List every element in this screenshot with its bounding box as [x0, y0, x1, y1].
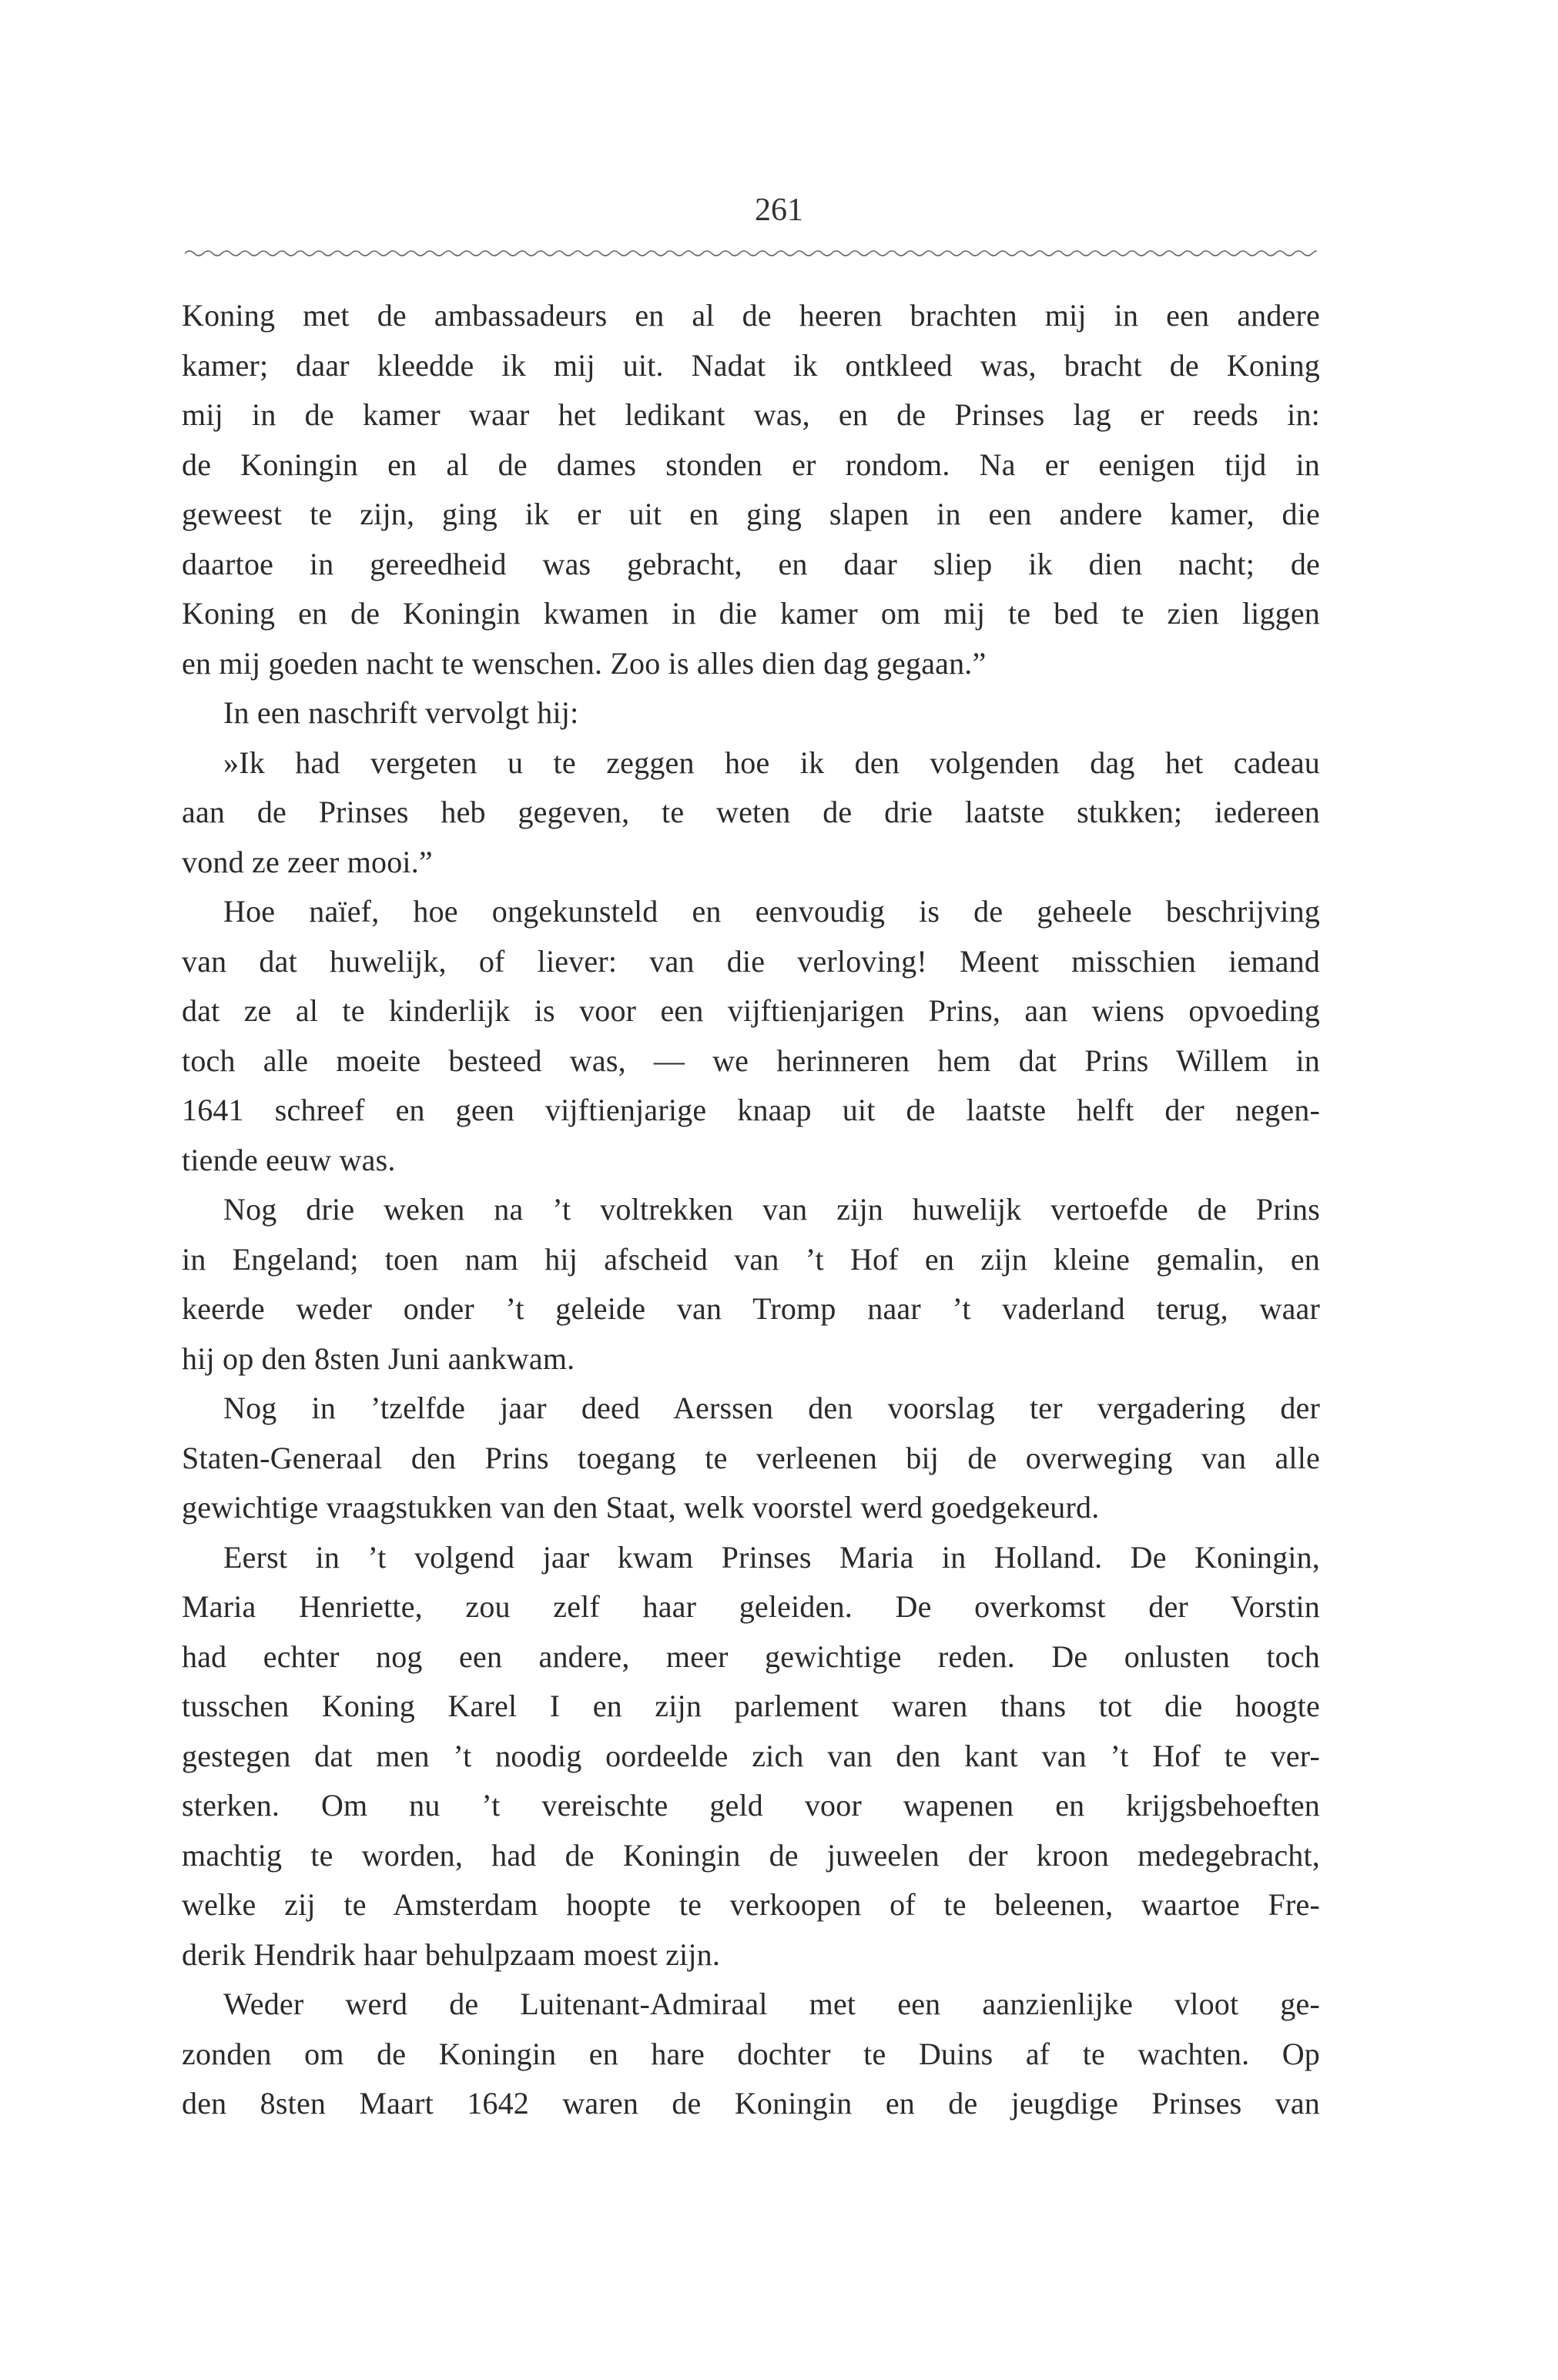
paragraph [182, 291, 1320, 688]
text-line: had echter nog een andere, meer gewichtige reden. De onlusten toch [182, 1639, 1320, 1674]
text-line: gestegen dat men ’t noodig oordeelde zich van den kant van ’t Hof te ver- [182, 1738, 1320, 1773]
text-line: den 8sten Maart 1642 waren de Koningin en de jeugdige Prinses van [182, 2086, 1320, 2121]
text-line: in Engeland; toen nam hij afscheid van ’t Hof en zijn kleine gemalin, en [182, 1241, 1320, 1277]
text-line: Staten-Generaal den Prins toegang te verleenen bij de overweging van alle [182, 1440, 1320, 1475]
paragraph [182, 1533, 1320, 1980]
text-line: Koning met de ambassadeurs en al de heeren brachten mij in een andere [182, 298, 1320, 333]
text-line: van dat huwelijk, of liever: van die verloving! Meent misschien iemand [182, 943, 1320, 979]
text-line: Hoe naïef, hoe ongekunsteld en eenvoudig is de geheele beschrijving [223, 894, 1320, 929]
text-line: Weder werd de Luitenant-Admiraal met een aanzienlijke vloot ge- [223, 1987, 1320, 2021]
decorative-wavy-rule [185, 245, 1317, 262]
text-line: tusschen Koning Karel I en zijn parlement waren thans tot die hoogte [182, 1689, 1320, 1723]
text-line: sterken. Om nu ’t vereischte geld voor wapenen en krijgsbehoeften [182, 1788, 1320, 1823]
text-line: machtig te worden, had de Koningin de juweelen der kroon medegebracht, [182, 1837, 1320, 1873]
text-line: derik Hendrik haar behulpzaam moest zijn. [182, 1936, 721, 1972]
text-line: Nog drie weken na ’t voltrekken van zijn huwelijk vertoefde de Prins [223, 1192, 1320, 1227]
text-line: aan de Prinses heb gegeven, te weten de drie laatste stukken; iedereen [182, 795, 1320, 829]
text-line: »Ik had vergeten u te zeggen hoe ik den volgenden dag het cadeau [223, 745, 1320, 780]
text-line: Nog in ’tzelfde jaar deed Aerssen den voorslag ter vergadering der [223, 1391, 1320, 1425]
text-line: In een naschrift vervolgt hij: [223, 695, 579, 730]
text-line: Maria Henriette, zou zelf haar geleiden. De overkomst der Vorstin [182, 1589, 1320, 1624]
text-line: vond ze zeer mooi.” [182, 844, 433, 879]
body-text [182, 291, 1320, 2129]
paragraph [182, 887, 1320, 1185]
text-line: tiende eeuw was. [182, 1142, 396, 1177]
text-line: kamer; daar kleedde ik mij uit. Nadat ik ontkleed was, bracht de Koning [182, 347, 1320, 383]
page-number: 261 [755, 192, 803, 228]
text-line: 1641 schreef en geen vijftienjarige knaap uit de laatste helft der negen- [182, 1093, 1320, 1127]
text-line: dat ze al te kinderlijk is voor een vijftienjarigen Prins, aan wiens opvoeding [182, 993, 1320, 1028]
text-line: hij op den 8sten Juni aankwam. [182, 1341, 575, 1376]
text-line: welke zij te Amsterdam hoopte te verkoopen of te beleenen, waartoe Fre- [182, 1887, 1320, 1922]
text-line: daartoe in gereedheid was gebracht, en daar sliep ik dien nacht; de [182, 546, 1320, 581]
text-line: keerde weder onder ’t geleide van Tromp naar ’t vaderland terug, waar [182, 1291, 1320, 1326]
text-line: de Koningin en al de dames stonden er rondom. Na er eenigen tijd in [182, 447, 1320, 482]
text-line: gewichtige vraagstukken van den Staat, welk voorstel werd goedgekeurd. [182, 1490, 1100, 1525]
paragraph [182, 1980, 1320, 2129]
text-line: en mij goeden nacht te wenschen. Zoo is alles dien dag gegaan.” [182, 645, 987, 681]
text-line: toch alle moeite besteed was, — we herinneren hem dat Prins Willem in [182, 1043, 1320, 1078]
text-line: zonden om de Koningin en hare dochter te Duins af te wachten. Op [182, 2036, 1320, 2071]
paragraph [182, 1185, 1320, 1384]
text-line: mij in de kamer waar het ledikant was, en de Prinses lag er reeds in: [182, 397, 1320, 432]
text-line: Eerst in ’t volgend jaar kwam Prinses Maria in Holland. De Koningin, [223, 1539, 1320, 1575]
paragraph [182, 688, 1320, 738]
paragraph [182, 1384, 1320, 1533]
paragraph [182, 738, 1320, 888]
text-line: Koning en de Koningin kwamen in die kamer om mij te bed te zien liggen [182, 596, 1320, 631]
text-line: geweest te zijn, ging ik er uit en ging slapen in een andere kamer, die [182, 497, 1320, 531]
